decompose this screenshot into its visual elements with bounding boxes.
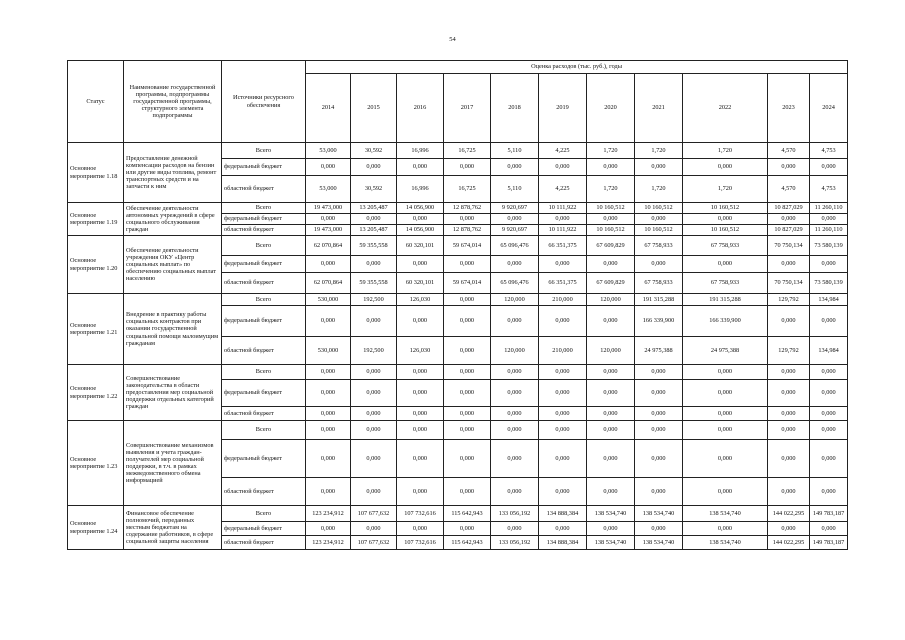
funding-source: федеральный бюджет — [222, 380, 306, 407]
amount-cell: 0,000 — [444, 365, 491, 380]
amount-cell: 0,000 — [351, 522, 397, 536]
amount-cell: 166 339,900 — [635, 306, 683, 337]
amount-cell: 0,000 — [635, 421, 683, 440]
amount-cell: 4,570 — [768, 143, 810, 159]
funding-source: федеральный бюджет — [222, 522, 306, 536]
amount-cell: 12 878,762 — [444, 203, 491, 214]
amount-cell: 134,984 — [810, 294, 848, 306]
funding-source: федеральный бюджет — [222, 440, 306, 478]
amount-cell: 0,000 — [306, 159, 351, 176]
amount-cell: 1,720 — [587, 176, 635, 203]
amount-cell: 120,000 — [491, 337, 539, 365]
amount-cell: 0,000 — [587, 407, 635, 421]
measure-name: Финансовое обеспечение полномочий, переданных местным бюджетам на содержание работников, в сфере социальной защиты населения — [124, 506, 222, 550]
measure-name: Внедрение в практику работы социальных контрактов при оказании государственной социальной помощи малоимущим гражданам — [124, 294, 222, 365]
amount-cell: 126,030 — [397, 294, 444, 306]
amount-cell: 0,000 — [306, 306, 351, 337]
amount-cell: 0,000 — [444, 294, 491, 306]
amount-cell: 0,000 — [444, 214, 491, 225]
header-year: 2016 — [397, 74, 444, 143]
amount-cell: 12 878,762 — [444, 225, 491, 236]
amount-cell: 0,000 — [587, 421, 635, 440]
amount-cell: 16,725 — [444, 143, 491, 159]
amount-cell: 120,000 — [587, 337, 635, 365]
amount-cell: 0,000 — [539, 421, 587, 440]
measure-name: Совершенствование законодательства в области предоставления мер социальной поддержки отдельных категорий граждан — [124, 365, 222, 421]
measure-status: Основное мероприятие 1.21 — [68, 294, 124, 365]
amount-cell: 0,000 — [351, 380, 397, 407]
amount-cell: 70 750,134 — [768, 236, 810, 256]
amount-cell: 0,000 — [491, 256, 539, 273]
amount-cell: 0,000 — [635, 214, 683, 225]
amount-cell: 16,725 — [444, 176, 491, 203]
table-row — [68, 421, 848, 440]
amount-cell: 66 351,375 — [539, 273, 587, 294]
amount-cell: 0,000 — [768, 478, 810, 506]
amount-cell: 53,000 — [306, 143, 351, 159]
amount-cell: 59 355,558 — [351, 236, 397, 256]
amount-cell: 24 975,388 — [683, 337, 768, 365]
measure-name: Обеспечение деятельности автономных учреждений в сфере социального обслуживания граждан — [124, 203, 222, 236]
amount-cell: 0,000 — [306, 421, 351, 440]
amount-cell: 144 022,295 — [768, 506, 810, 522]
amount-cell: 1,720 — [683, 176, 768, 203]
amount-cell: 5,110 — [491, 176, 539, 203]
amount-cell: 60 320,101 — [397, 236, 444, 256]
amount-cell: 67 609,829 — [587, 273, 635, 294]
amount-cell: 0,000 — [587, 380, 635, 407]
amount-cell: 4,225 — [539, 176, 587, 203]
header-name: Наименование государственной программы, подпрограммы государственной программы, структурного элемента подпрограммы — [124, 61, 222, 143]
measure-status: Основное мероприятие 1.20 — [68, 236, 124, 294]
amount-cell: 210,000 — [539, 294, 587, 306]
funding-source: федеральный бюджет — [222, 256, 306, 273]
amount-cell: 19 473,000 — [306, 225, 351, 236]
amount-cell: 62 070,864 — [306, 236, 351, 256]
funding-source: Всего — [222, 143, 306, 159]
amount-cell: 0,000 — [397, 522, 444, 536]
amount-cell: 0,000 — [768, 407, 810, 421]
table-row — [68, 236, 848, 256]
budget-table — [67, 60, 848, 550]
amount-cell: 123 234,912 — [306, 506, 351, 522]
amount-cell: 0,000 — [306, 522, 351, 536]
amount-cell: 0,000 — [351, 421, 397, 440]
amount-cell: 24 975,388 — [635, 337, 683, 365]
header-year: 2015 — [351, 74, 397, 143]
amount-cell: 0,000 — [768, 522, 810, 536]
amount-cell: 0,000 — [587, 306, 635, 337]
amount-cell: 0,000 — [587, 159, 635, 176]
amount-cell: 0,000 — [539, 365, 587, 380]
amount-cell: 0,000 — [768, 365, 810, 380]
measure-status: Основное мероприятие 1.22 — [68, 365, 124, 421]
amount-cell: 166 339,900 — [683, 306, 768, 337]
measure-name: Обеспечение деятельности учреждения ОКУ «Центр социальных выплат» по обеспечению социальных выплат населению — [124, 236, 222, 294]
amount-cell: 0,000 — [683, 522, 768, 536]
amount-cell: 138 534,740 — [587, 506, 635, 522]
amount-cell: 0,000 — [444, 407, 491, 421]
amount-cell: 0,000 — [444, 380, 491, 407]
amount-cell: 0,000 — [306, 214, 351, 225]
table-row — [68, 365, 848, 380]
amount-cell: 10 827,029 — [768, 225, 810, 236]
amount-cell: 0,000 — [768, 306, 810, 337]
funding-source: Всего — [222, 236, 306, 256]
funding-source: Всего — [222, 421, 306, 440]
amount-cell: 0,000 — [768, 214, 810, 225]
amount-cell: 5,110 — [491, 143, 539, 159]
table-row — [68, 143, 848, 159]
amount-cell: 10 111,922 — [539, 225, 587, 236]
amount-cell: 65 096,476 — [491, 236, 539, 256]
amount-cell: 0,000 — [351, 407, 397, 421]
table-row — [68, 294, 848, 306]
amount-cell: 134,984 — [810, 337, 848, 365]
amount-cell: 0,000 — [768, 421, 810, 440]
header-year: 2023 — [768, 74, 810, 143]
amount-cell: 107 732,616 — [397, 506, 444, 522]
amount-cell: 0,000 — [491, 365, 539, 380]
funding-source: Всего — [222, 506, 306, 522]
amount-cell: 30,592 — [351, 143, 397, 159]
amount-cell: 10 160,512 — [683, 203, 768, 214]
funding-source: областной бюджет — [222, 273, 306, 294]
amount-cell: 0,000 — [683, 440, 768, 478]
amount-cell: 0,000 — [768, 380, 810, 407]
amount-cell: 67 758,933 — [635, 236, 683, 256]
funding-source: федеральный бюджет — [222, 159, 306, 176]
amount-cell: 0,000 — [635, 380, 683, 407]
amount-cell: 133 056,192 — [491, 536, 539, 550]
amount-cell: 14 056,900 — [397, 203, 444, 214]
amount-cell: 0,000 — [397, 478, 444, 506]
amount-cell: 0,000 — [491, 522, 539, 536]
amount-cell: 0,000 — [810, 159, 848, 176]
amount-cell: 4,225 — [539, 143, 587, 159]
table-row — [68, 506, 848, 522]
amount-cell: 0,000 — [351, 440, 397, 478]
amount-cell: 53,000 — [306, 176, 351, 203]
amount-cell: 134 888,384 — [539, 506, 587, 522]
amount-cell: 138 534,740 — [587, 536, 635, 550]
amount-cell: 191 315,288 — [635, 294, 683, 306]
amount-cell: 0,000 — [683, 380, 768, 407]
funding-source: областной бюджет — [222, 407, 306, 421]
amount-cell: 0,000 — [635, 256, 683, 273]
amount-cell: 0,000 — [397, 306, 444, 337]
amount-cell: 0,000 — [810, 522, 848, 536]
amount-cell: 0,000 — [444, 478, 491, 506]
amount-cell: 0,000 — [683, 407, 768, 421]
header-year: 2019 — [539, 74, 587, 143]
amount-cell: 0,000 — [491, 214, 539, 225]
amount-cell: 19 473,000 — [306, 203, 351, 214]
amount-cell: 0,000 — [539, 306, 587, 337]
header-year: 2024 — [810, 74, 848, 143]
amount-cell: 138 534,740 — [683, 506, 768, 522]
amount-cell: 0,000 — [539, 159, 587, 176]
amount-cell: 0,000 — [351, 365, 397, 380]
measure-status: Основное мероприятие 1.23 — [68, 421, 124, 506]
amount-cell: 129,792 — [768, 294, 810, 306]
amount-cell: 10 160,512 — [635, 203, 683, 214]
amount-cell: 138 534,740 — [635, 536, 683, 550]
table-body — [68, 143, 848, 550]
amount-cell: 0,000 — [306, 440, 351, 478]
amount-cell: 1,720 — [635, 143, 683, 159]
amount-cell: 0,000 — [539, 440, 587, 478]
amount-cell: 115 642,943 — [444, 536, 491, 550]
amount-cell: 0,000 — [635, 407, 683, 421]
header-estimate: Оценка расходов (тыс. руб.), годы — [306, 61, 848, 74]
header-year: 2020 — [587, 74, 635, 143]
header-year: 2017 — [444, 74, 491, 143]
amount-cell: 59 355,558 — [351, 273, 397, 294]
amount-cell: 70 750,134 — [768, 273, 810, 294]
amount-cell: 0,000 — [491, 478, 539, 506]
amount-cell: 0,000 — [444, 440, 491, 478]
amount-cell: 10 111,922 — [539, 203, 587, 214]
amount-cell: 0,000 — [444, 256, 491, 273]
amount-cell: 0,000 — [306, 365, 351, 380]
page-number: 54 — [449, 36, 456, 43]
amount-cell: 191 315,288 — [683, 294, 768, 306]
amount-cell: 0,000 — [306, 478, 351, 506]
table-row — [68, 203, 848, 214]
amount-cell: 0,000 — [397, 421, 444, 440]
amount-cell: 134 888,384 — [539, 536, 587, 550]
funding-source: областной бюджет — [222, 337, 306, 365]
amount-cell: 0,000 — [351, 306, 397, 337]
amount-cell: 0,000 — [539, 522, 587, 536]
header-year: 2021 — [635, 74, 683, 143]
amount-cell: 4,753 — [810, 143, 848, 159]
measure-status: Основное мероприятие 1.24 — [68, 506, 124, 550]
amount-cell: 0,000 — [768, 159, 810, 176]
amount-cell: 0,000 — [539, 380, 587, 407]
amount-cell: 0,000 — [397, 380, 444, 407]
amount-cell: 13 205,487 — [351, 225, 397, 236]
amount-cell: 62 070,864 — [306, 273, 351, 294]
amount-cell: 4,753 — [810, 176, 848, 203]
amount-cell: 1,720 — [635, 176, 683, 203]
amount-cell: 129,792 — [768, 337, 810, 365]
measure-status: Основное мероприятие 1.18 — [68, 143, 124, 203]
funding-source: областной бюджет — [222, 478, 306, 506]
amount-cell: 65 096,476 — [491, 273, 539, 294]
amount-cell: 0,000 — [491, 159, 539, 176]
amount-cell: 1,720 — [683, 143, 768, 159]
amount-cell: 0,000 — [491, 380, 539, 407]
amount-cell: 0,000 — [683, 478, 768, 506]
amount-cell: 133 056,192 — [491, 506, 539, 522]
table-header — [68, 61, 848, 143]
amount-cell: 0,000 — [491, 306, 539, 337]
amount-cell: 0,000 — [587, 256, 635, 273]
amount-cell: 107 677,632 — [351, 536, 397, 550]
amount-cell: 192,500 — [351, 337, 397, 365]
amount-cell: 0,000 — [397, 407, 444, 421]
amount-cell: 0,000 — [444, 306, 491, 337]
amount-cell: 0,000 — [539, 407, 587, 421]
amount-cell: 16,996 — [397, 176, 444, 203]
amount-cell: 0,000 — [397, 214, 444, 225]
amount-cell: 0,000 — [810, 421, 848, 440]
amount-cell: 210,000 — [539, 337, 587, 365]
amount-cell: 530,000 — [306, 294, 351, 306]
amount-cell: 0,000 — [635, 365, 683, 380]
amount-cell: 67 609,829 — [587, 236, 635, 256]
amount-cell: 59 674,014 — [444, 273, 491, 294]
amount-cell: 0,000 — [587, 522, 635, 536]
amount-cell: 0,000 — [810, 214, 848, 225]
amount-cell: 126,030 — [397, 337, 444, 365]
amount-cell: 0,000 — [810, 306, 848, 337]
amount-cell: 9 920,697 — [491, 203, 539, 214]
header-year: 2014 — [306, 74, 351, 143]
measure-name: Совершенствование механизмов выявления и учета граждан-получателей мер социальной поддержки, в т.ч. в рамках межведомственного обмена информацией — [124, 421, 222, 506]
amount-cell: 10 160,512 — [683, 225, 768, 236]
amount-cell: 0,000 — [635, 159, 683, 176]
amount-cell: 115 642,943 — [444, 506, 491, 522]
amount-cell: 0,000 — [635, 440, 683, 478]
amount-cell: 0,000 — [491, 440, 539, 478]
amount-cell: 9 920,697 — [491, 225, 539, 236]
amount-cell: 0,000 — [810, 407, 848, 421]
funding-source: Всего — [222, 294, 306, 306]
amount-cell: 66 351,375 — [539, 236, 587, 256]
amount-cell: 60 320,101 — [397, 273, 444, 294]
amount-cell: 0,000 — [351, 214, 397, 225]
amount-cell: 67 758,933 — [683, 236, 768, 256]
amount-cell: 0,000 — [635, 478, 683, 506]
amount-cell: 123 234,912 — [306, 536, 351, 550]
amount-cell: 11 260,110 — [810, 203, 848, 214]
amount-cell: 73 580,139 — [810, 273, 848, 294]
amount-cell: 0,000 — [587, 214, 635, 225]
amount-cell: 0,000 — [397, 440, 444, 478]
amount-cell: 0,000 — [397, 365, 444, 380]
amount-cell: 0,000 — [768, 440, 810, 478]
measure-status: Основное мероприятие 1.19 — [68, 203, 124, 236]
amount-cell: 14 056,900 — [397, 225, 444, 236]
amount-cell: 0,000 — [306, 256, 351, 273]
amount-cell: 0,000 — [635, 522, 683, 536]
amount-cell: 192,500 — [351, 294, 397, 306]
amount-cell: 0,000 — [810, 365, 848, 380]
amount-cell: 0,000 — [683, 365, 768, 380]
funding-source: областной бюджет — [222, 176, 306, 203]
amount-cell: 0,000 — [539, 478, 587, 506]
amount-cell: 0,000 — [587, 440, 635, 478]
amount-cell: 0,000 — [539, 214, 587, 225]
amount-cell: 107 677,632 — [351, 506, 397, 522]
amount-cell: 107 732,616 — [397, 536, 444, 550]
amount-cell: 0,000 — [683, 421, 768, 440]
amount-cell: 10 160,512 — [635, 225, 683, 236]
funding-source: федеральный бюджет — [222, 306, 306, 337]
amount-cell: 0,000 — [351, 159, 397, 176]
amount-cell: 10 827,029 — [768, 203, 810, 214]
amount-cell: 120,000 — [491, 294, 539, 306]
amount-cell: 1,720 — [587, 143, 635, 159]
amount-cell: 0,000 — [444, 421, 491, 440]
amount-cell: 73 580,139 — [810, 236, 848, 256]
amount-cell: 0,000 — [587, 365, 635, 380]
amount-cell: 0,000 — [683, 214, 768, 225]
amount-cell: 67 758,933 — [635, 273, 683, 294]
header-year: 2018 — [491, 74, 539, 143]
amount-cell: 0,000 — [810, 256, 848, 273]
amount-cell: 0,000 — [397, 256, 444, 273]
amount-cell: 0,000 — [810, 478, 848, 506]
amount-cell: 0,000 — [810, 380, 848, 407]
amount-cell: 138 534,740 — [635, 506, 683, 522]
amount-cell: 59 674,014 — [444, 236, 491, 256]
amount-cell: 0,000 — [491, 421, 539, 440]
amount-cell: 0,000 — [491, 407, 539, 421]
amount-cell: 144 022,295 — [768, 536, 810, 550]
amount-cell: 0,000 — [444, 337, 491, 365]
amount-cell: 149 783,187 — [810, 506, 848, 522]
amount-cell: 149 783,187 — [810, 536, 848, 550]
amount-cell: 0,000 — [444, 522, 491, 536]
funding-source: Всего — [222, 203, 306, 214]
amount-cell: 30,592 — [351, 176, 397, 203]
amount-cell: 0,000 — [683, 159, 768, 176]
amount-cell: 0,000 — [539, 256, 587, 273]
funding-source: Всего — [222, 365, 306, 380]
funding-source: областной бюджет — [222, 536, 306, 550]
header-status: Статус — [68, 61, 124, 143]
amount-cell: 0,000 — [306, 380, 351, 407]
amount-cell: 0,000 — [587, 478, 635, 506]
funding-source: областной бюджет — [222, 225, 306, 236]
amount-cell: 0,000 — [351, 256, 397, 273]
amount-cell: 0,000 — [397, 159, 444, 176]
amount-cell: 4,570 — [768, 176, 810, 203]
amount-cell: 16,996 — [397, 143, 444, 159]
amount-cell: 120,000 — [587, 294, 635, 306]
amount-cell: 11 260,110 — [810, 225, 848, 236]
measure-name: Предоставление денежной компенсации расходов на бензин или другие виды топлива, ремонт транспортных средств и на запчасти к ним — [124, 143, 222, 203]
amount-cell: 10 160,512 — [587, 203, 635, 214]
amount-cell: 13 205,487 — [351, 203, 397, 214]
amount-cell: 0,000 — [351, 478, 397, 506]
header-source: Источники ресурсного обеспечения — [222, 61, 306, 143]
amount-cell: 10 160,512 — [587, 225, 635, 236]
amount-cell: 0,000 — [683, 256, 768, 273]
amount-cell: 0,000 — [444, 159, 491, 176]
amount-cell: 530,000 — [306, 337, 351, 365]
amount-cell: 0,000 — [768, 256, 810, 273]
funding-source: федеральный бюджет — [222, 214, 306, 225]
header-year: 2022 — [683, 74, 768, 143]
amount-cell: 138 534,740 — [683, 536, 768, 550]
amount-cell: 0,000 — [306, 407, 351, 421]
amount-cell: 67 758,933 — [683, 273, 768, 294]
amount-cell: 0,000 — [810, 440, 848, 478]
